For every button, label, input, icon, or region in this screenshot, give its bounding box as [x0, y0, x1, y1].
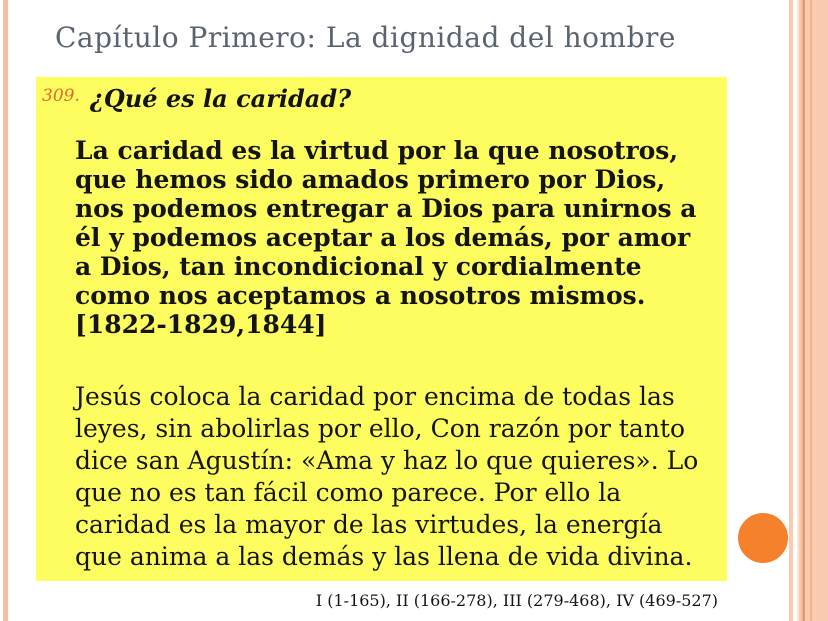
question-row [42, 84, 351, 113]
answer-regular-paragraph: Jesús coloca la caridad por encima de todas las leyes, sin abolirlas por ello, Con razón por tanto dice san Agustín: «Ama y haz lo que quieres». Lo que no es tan fácil como parece. Por ello la caridad es la mayor de las virtudes, la energía que anima a las demás y las llena de vida divina. [75, 382, 699, 571]
slide-title: Capítulo Primero: La dignidad del hombre [55, 21, 676, 54]
question-text: ¿Qué es la caridad? [89, 84, 352, 113]
orange-circle-decoration [738, 513, 788, 563]
footer-reference: I (1-165), II (166-278), III (279-468), IV (469-527) [315, 591, 718, 610]
left-accent-stripe [3, 0, 8, 621]
question-number: 309. [42, 86, 80, 106]
answer-bold-paragraph: La caridad es la virtud por la que nosotros, que hemos sido amados primero por Dios, nos podemos entregar a Dios para unirnos a él y podemos aceptar a los demás, por amor a Dios, tan incondicional y cordialmente como nos aceptamos a nosotros mismos. [1822-1829,1844] [75, 136, 697, 339]
answer-highlight-box [36, 77, 727, 581]
right-accent-band-main [805, 0, 828, 621]
right-accent-stripe-thin [789, 0, 793, 621]
right-accent-band-innerline [810, 0, 812, 621]
